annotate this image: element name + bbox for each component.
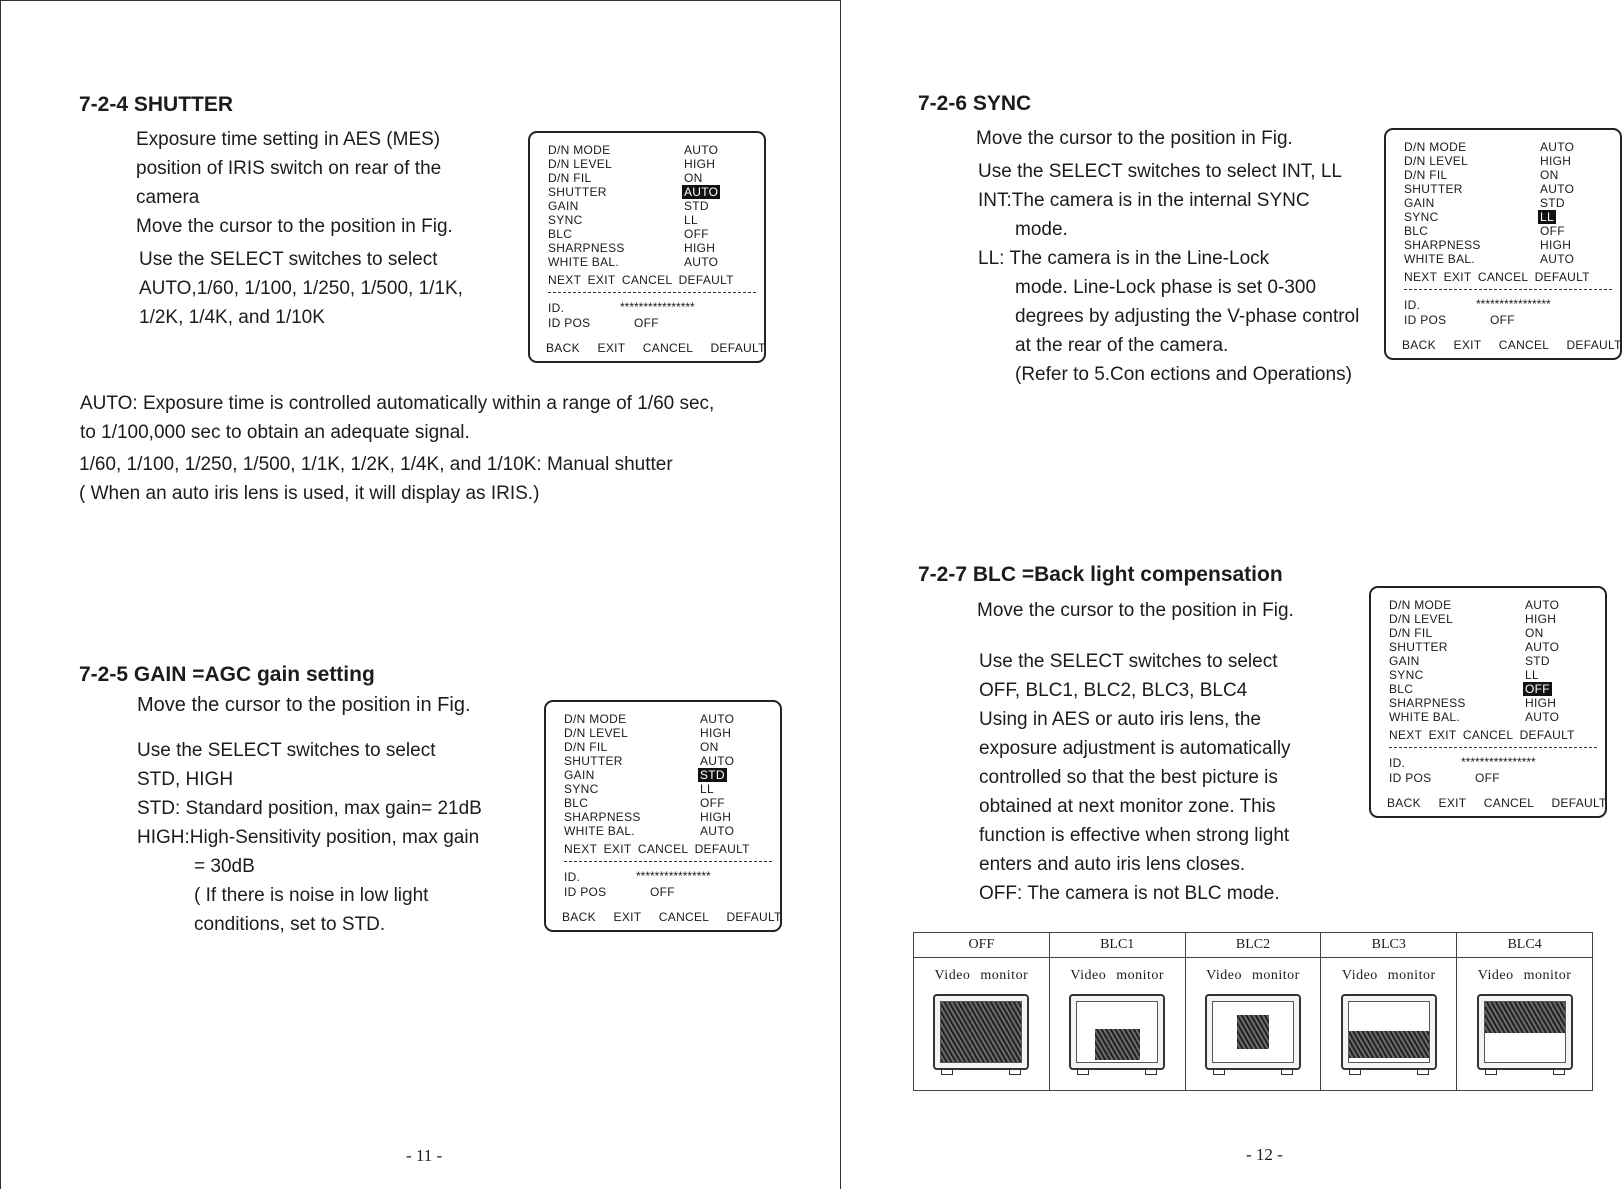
osd-label: D/N LEVEL	[564, 726, 629, 740]
osd-label: D/N MODE	[1389, 598, 1452, 612]
blc-zone-table	[913, 932, 1593, 1091]
shutter-note-line: to 1/100,000 sec to obtain an adequate signal.	[80, 422, 470, 443]
blc-header-blc4: BLC4	[1457, 933, 1593, 958]
shutter-intro-line: position of IRIS switch on rear of the	[136, 158, 442, 179]
osd-nav-top: NEXT EXIT CANCEL DEFAULT	[1404, 270, 1590, 284]
osd-value-highlighted: STD	[700, 768, 725, 782]
osd-label: D/N LEVEL	[1404, 154, 1469, 168]
gain-select-line: STD, HIGH	[137, 769, 234, 790]
osd-value: AUTO	[700, 824, 735, 838]
osd-label: SYNC	[1389, 668, 1424, 682]
osd-label: GAIN	[564, 768, 595, 782]
shutter-select-line: AUTO,1/60, 1/100, 1/250, 1/500, 1/1K,	[139, 278, 463, 299]
osd-label: WHITE BAL.	[548, 255, 620, 269]
osd-label: SHARPNESS	[564, 810, 641, 824]
osd-id-value: ****************	[1461, 755, 1536, 769]
osd-divider	[548, 292, 756, 293]
osd-nav-top: NEXT EXIT CANCEL DEFAULT	[564, 842, 750, 856]
osd-label: D/N FIL	[1389, 626, 1433, 640]
gain-noise-line: conditions, set to STD.	[194, 914, 386, 935]
osd-idpos-value: OFF	[634, 316, 659, 330]
osd-value: OFF	[1540, 224, 1565, 238]
osd-value-highlighted: AUTO	[684, 185, 719, 199]
osd-label: D/N MODE	[564, 712, 627, 726]
osd-value: AUTO	[700, 754, 735, 768]
gain-noise-line: ( If there is noise in low light	[194, 885, 429, 906]
osd-value: AUTO	[1525, 598, 1560, 612]
shutter-note-line: ( When an auto iris lens is used, it will display as IRIS.)	[79, 483, 540, 504]
osd-value-highlighted: OFF	[1525, 682, 1550, 696]
osd-label: D/N MODE	[1404, 140, 1467, 154]
osd-value: STD	[1540, 196, 1565, 210]
page-number: - 11 -	[406, 1146, 443, 1165]
osd-id-label: ID.	[564, 870, 581, 884]
sync-int-cont: mode.	[1015, 219, 1068, 240]
osd-label: SHARPNESS	[548, 241, 625, 255]
blc-zone-bottom-center	[1095, 1029, 1140, 1060]
sync-select-line: Use the SELECT switches to select INT, LL	[978, 161, 1342, 182]
blc-body-line: enters and auto iris lens closes.	[979, 854, 1246, 875]
osd-id-label: ID.	[1404, 298, 1421, 312]
osd-label: SHUTTER	[1404, 182, 1463, 196]
blc-cell-blc2	[1185, 958, 1321, 1091]
video-monitor-label: Video monitor	[1070, 968, 1165, 983]
osd-value: HIGH	[700, 726, 732, 740]
osd-value: HIGH	[684, 157, 716, 171]
osd-nav-bottom: BACK EXIT CANCEL DEFAULT	[1387, 796, 1607, 810]
blc-body-line: OFF, BLC1, BLC2, BLC3, BLC4	[979, 680, 1248, 701]
gain-high-line: HIGH:High-Sensitivity position, max gain	[137, 827, 480, 848]
osd-nav-top: NEXT EXIT CANCEL DEFAULT	[1389, 728, 1575, 742]
osd-label: SYNC	[548, 213, 583, 227]
osd-label: D/N MODE	[548, 143, 611, 157]
shutter-select-line: Use the SELECT switches to select	[139, 249, 438, 270]
osd-label: WHITE BAL.	[1389, 710, 1461, 724]
osd-label: GAIN	[1389, 654, 1420, 668]
osd-id-value: ****************	[636, 869, 711, 883]
shutter-intro-line: Move the cursor to the position in Fig.	[136, 216, 453, 237]
osd-nav-bottom: BACK EXIT CANCEL DEFAULT	[562, 910, 782, 924]
osd-label: D/N FIL	[1404, 168, 1448, 182]
blc-header-blc1: BLC1	[1049, 933, 1185, 958]
shutter-note-line: AUTO: Exposure time is controlled automatically within a range of 1/60 sec,	[80, 393, 715, 414]
osd-label: SHARPNESS	[1404, 238, 1481, 252]
osd-value: OFF	[700, 796, 725, 810]
osd-label: WHITE BAL.	[564, 824, 636, 838]
osd-value: AUTO	[1540, 252, 1575, 266]
osd-label: D/N FIL	[564, 740, 608, 754]
gain-high-cont: = 30dB	[194, 856, 255, 877]
osd-divider	[1404, 289, 1612, 290]
blc-cell-blc1	[1049, 958, 1185, 1091]
gain-select-line: Use the SELECT switches to select	[137, 740, 436, 761]
osd-value: HIGH	[1525, 696, 1557, 710]
monitor-icon	[933, 994, 1029, 1070]
osd-id-value: ****************	[620, 300, 695, 314]
osd-label: GAIN	[1404, 196, 1435, 210]
osd-value: LL	[700, 782, 714, 796]
shutter-note-line: 1/60, 1/100, 1/250, 1/500, 1/1K, 1/2K, 1/4K, and 1/10K: Manual shutter	[79, 454, 673, 475]
osd-value: AUTO	[684, 143, 719, 157]
osd-label: SHUTTER	[548, 185, 607, 199]
osd-label: GAIN	[548, 199, 579, 213]
osd-value: ON	[684, 171, 703, 185]
osd-label: D/N FIL	[548, 171, 592, 185]
osd-id-label: ID.	[1389, 756, 1406, 770]
monitor-icon	[1341, 994, 1437, 1070]
blc-header-off: OFF	[914, 933, 1050, 958]
osd-idpos-value: OFF	[1475, 771, 1500, 785]
osd-value: ON	[1525, 626, 1544, 640]
blc-cell-blc4	[1457, 958, 1593, 1091]
shutter-intro	[136, 125, 453, 241]
osd-label: WHITE BAL.	[1404, 252, 1476, 266]
blc-cell-blc3	[1321, 958, 1457, 1091]
sync-ll-cont: (Refer to 5.Con ections and Operations)	[1015, 364, 1352, 385]
sync-ll-cont: at the rear of the camera.	[1015, 335, 1229, 356]
blc-zone-bottom	[1349, 1031, 1429, 1058]
blc-body-line: OFF: The camera is not BLC mode.	[979, 883, 1280, 904]
blc-body-line: function is effective when strong light	[979, 825, 1290, 846]
osd-label: SHARPNESS	[1389, 696, 1466, 710]
shutter-select	[139, 245, 463, 332]
osd-value: AUTO	[1540, 182, 1575, 196]
osd-value: AUTO	[700, 712, 735, 726]
osd-divider	[1389, 747, 1597, 748]
blc-body-line: Using in AES or auto iris lens, the	[979, 709, 1261, 730]
video-monitor-label: Video monitor	[1477, 968, 1572, 983]
shutter-notes-a	[80, 389, 714, 447]
sync-ll-cont: mode. Line-Lock phase is set 0-300	[1015, 277, 1317, 298]
osd-menu-sync	[1384, 128, 1622, 360]
osd-value: OFF	[684, 227, 709, 241]
video-monitor-label: Video monitor	[934, 968, 1029, 983]
osd-value: STD	[684, 199, 709, 213]
sync-body	[978, 157, 1359, 389]
monitor-icon	[1069, 994, 1165, 1070]
osd-value: HIGH	[1540, 238, 1572, 252]
page-number: - 12 -	[1246, 1145, 1283, 1164]
blc-move-line: Move the cursor to the position in Fig.	[977, 600, 1294, 621]
sync-move-line: Move the cursor to the position in Fig.	[976, 128, 1293, 149]
gain-heading: 7-2-5 GAIN =AGC gain setting	[79, 663, 375, 686]
shutter-notes-b	[79, 450, 673, 508]
shutter-intro-line: Exposure time setting in AES (MES)	[136, 129, 441, 150]
osd-menu-shutter	[528, 131, 766, 363]
gain-std-line: STD: Standard position, max gain= 21dB	[137, 798, 482, 819]
osd-value: AUTO	[684, 255, 719, 269]
osd-idpos-label: ID POS	[1389, 771, 1432, 785]
blc-body-line: exposure adjustment is automatically	[979, 738, 1291, 759]
osd-label: SHUTTER	[564, 754, 623, 768]
osd-id-value: ****************	[1476, 297, 1551, 311]
osd-value: HIGH	[700, 810, 732, 824]
osd-label: SYNC	[1404, 210, 1439, 224]
blc-zone-top	[1485, 1002, 1565, 1033]
blc-zone-center	[1237, 1015, 1269, 1049]
osd-divider	[564, 861, 772, 862]
gain-move-line: Move the cursor to the position in Fig.	[137, 694, 471, 716]
osd-value: HIGH	[1540, 154, 1572, 168]
blc-body	[979, 647, 1291, 908]
shutter-select-line: 1/2K, 1/4K, and 1/10K	[139, 307, 325, 328]
osd-value: AUTO	[1525, 710, 1560, 724]
osd-idpos-label: ID POS	[1404, 313, 1447, 327]
sync-ll-cont: degrees by adjusting the V-phase control	[1015, 306, 1360, 327]
sync-int-line: INT:The camera is in the internal SYNC	[978, 190, 1310, 211]
osd-idpos-value: OFF	[650, 885, 675, 899]
osd-label: SHUTTER	[1389, 640, 1448, 654]
blc-heading: 7-2-7 BLC =Back light compensation	[918, 563, 1283, 586]
osd-idpos-label: ID POS	[548, 316, 591, 330]
shutter-intro-line: camera	[136, 187, 200, 208]
monitor-icon	[1477, 994, 1573, 1070]
blc-header-blc2: BLC2	[1185, 933, 1321, 958]
osd-label: BLC	[1389, 682, 1414, 696]
osd-menu-gain	[544, 700, 782, 932]
gain-body	[137, 736, 482, 939]
osd-idpos-label: ID POS	[564, 885, 607, 899]
osd-label: BLC	[548, 227, 573, 241]
osd-nav-bottom: BACK EXIT CANCEL DEFAULT	[546, 341, 766, 355]
osd-value: STD	[1525, 654, 1550, 668]
osd-value: HIGH	[1525, 612, 1557, 626]
osd-value: ON	[1540, 168, 1559, 182]
osd-value: AUTO	[1525, 640, 1560, 654]
video-monitor-label: Video monitor	[1341, 968, 1436, 983]
sync-heading: 7-2-6 SYNC	[918, 92, 1032, 115]
monitor-icon	[1205, 994, 1301, 1070]
osd-label: BLC	[1404, 224, 1429, 238]
blc-body-line: obtained at next monitor zone. This	[979, 796, 1276, 817]
shutter-heading: 7-2-4 SHUTTER	[79, 93, 234, 116]
blc-header-blc3: BLC3	[1321, 933, 1457, 958]
sync-ll-line: LL: The camera is in the Line-Lock	[978, 248, 1270, 269]
osd-label: D/N LEVEL	[1389, 612, 1454, 626]
blc-body-line: Use the SELECT switches to select	[979, 651, 1278, 672]
blc-cell-off	[914, 958, 1050, 1091]
osd-label: BLC	[564, 796, 589, 810]
osd-nav-bottom: BACK EXIT CANCEL DEFAULT	[1402, 338, 1622, 352]
osd-idpos-value: OFF	[1490, 313, 1515, 327]
blc-zone-full	[941, 1002, 1021, 1062]
osd-value: HIGH	[684, 241, 716, 255]
video-monitor-label: Video monitor	[1206, 968, 1300, 983]
osd-value: LL	[684, 213, 698, 227]
osd-id-label: ID.	[548, 301, 565, 315]
osd-menu-blc	[1369, 586, 1607, 818]
osd-value-highlighted: LL	[1540, 210, 1554, 224]
osd-value: ON	[700, 740, 719, 754]
osd-label: SYNC	[564, 782, 599, 796]
osd-value: LL	[1525, 668, 1539, 682]
osd-value: AUTO	[1540, 140, 1575, 154]
osd-nav-top: NEXT EXIT CANCEL DEFAULT	[548, 273, 734, 287]
blc-body-line: controlled so that the best picture is	[979, 767, 1278, 788]
osd-label: D/N LEVEL	[548, 157, 613, 171]
